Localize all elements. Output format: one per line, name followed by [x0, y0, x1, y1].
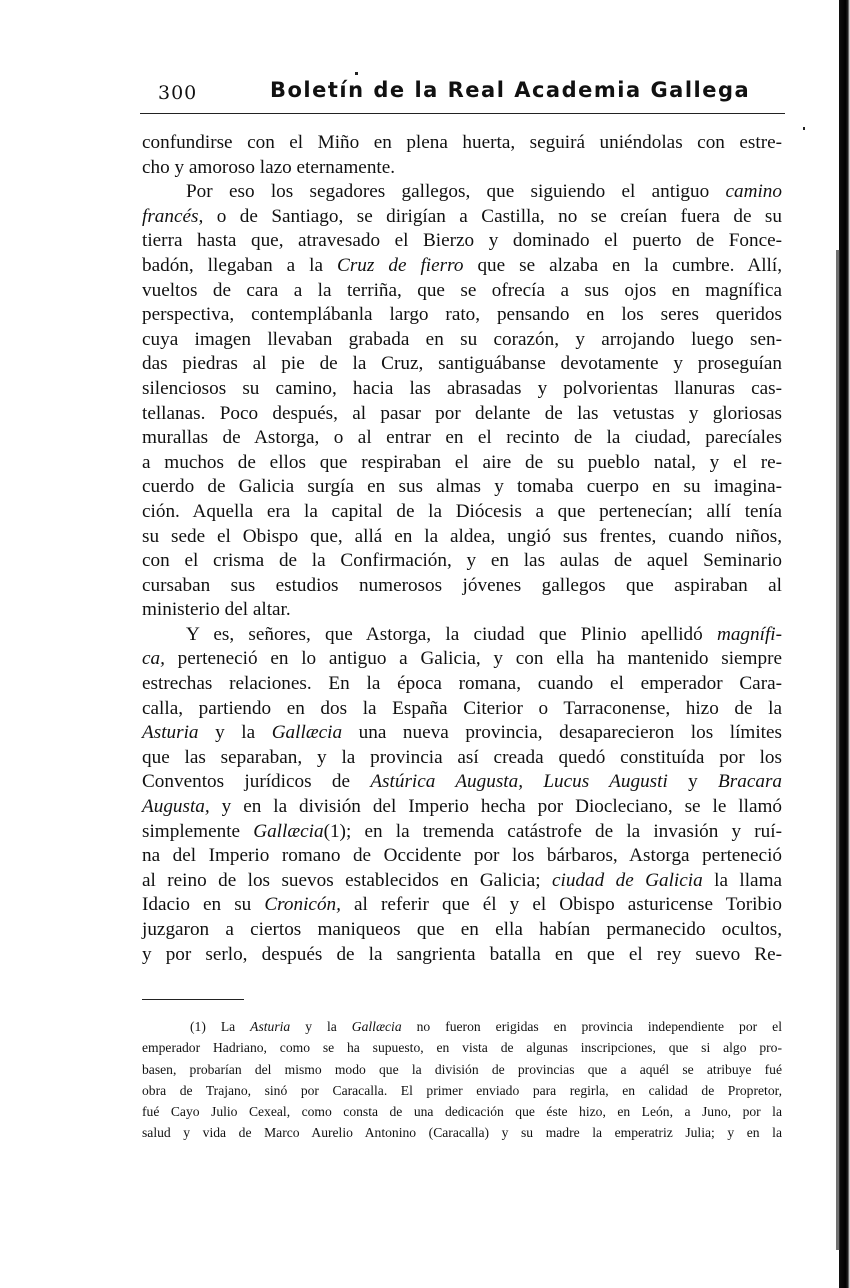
text-line [142, 844, 782, 869]
italic-text: Bracara [718, 771, 782, 793]
text-line [142, 623, 782, 648]
italic-text: ciudad de Galicia [551, 869, 703, 891]
text-segment: y por serlo, después de la sangrienta batalla en que el rey suevo Re- [142, 943, 782, 965]
text-line [142, 795, 782, 820]
text-line [142, 475, 782, 500]
italic-text: Astúrica Augusta, Lucus Augusti [370, 771, 668, 793]
text-segment: salud y vida de Marco Aurelio Antonino (Caracalla) y su madre la emperatriz Julia; y en la [142, 1125, 782, 1141]
text-line [142, 1059, 782, 1080]
italic-text: Gallæcia [271, 722, 343, 744]
page-edge-shadow [839, 0, 850, 1288]
running-head [140, 78, 780, 108]
italic-text: Gallæcia [253, 820, 324, 842]
text-segment: con el crisma de la Confirmación, y en las aulas de aquel Seminario [142, 550, 782, 572]
text-line [142, 672, 782, 697]
page-number: 300 [158, 82, 198, 104]
text-line [142, 943, 782, 968]
scan-speck [355, 72, 358, 75]
text-segment: ción. Aquella era la capital de la Diócesis a que pertenecían; allí tenía [142, 500, 782, 522]
italic-text: Asturia [142, 722, 199, 744]
italic-text: magnífi- [716, 623, 782, 645]
text-segment: confundirse con el Miño en plena huerta, seguirá uniéndolas con estre- [142, 132, 782, 153]
text-segment: Conventos jurídicos de [142, 771, 371, 793]
text-segment: simplemente [142, 820, 254, 842]
text-line [142, 180, 782, 205]
text-segment: basen, probarían del mismo modo que la división de provincias que a aquél se atribuye fué [142, 1061, 782, 1077]
text-segment: que se alzaba en la cumbre. Allí, [463, 254, 782, 276]
text-line [142, 426, 782, 451]
journal-title: Boletín de la Real Academia Gallega [270, 78, 751, 102]
text-line [142, 1122, 782, 1143]
text-segment: vueltos de cara a la terriña, que se ofrecía a sus ojos en magnífica [142, 279, 782, 301]
text-line [142, 697, 782, 722]
text-segment: al referir que él y el Obispo asturicense Toribio [340, 894, 782, 916]
italic-text: Gallæcia [351, 1019, 402, 1034]
italic-text: francés, [142, 205, 204, 227]
text-segment: emperador Hadriano, como se ha supuesto, en vista de algunas inscripciones, que si algo pro- [142, 1040, 782, 1056]
text-line [142, 746, 782, 771]
text-segment: cuerdo de Galicia surgía en sus almas y tomaba cuerpo en su imagina- [142, 476, 782, 498]
text-line [142, 205, 782, 230]
text-segment: y [667, 771, 719, 793]
text-segment: fué Cayo Julio Cexeal, como consta de una dedicación que éste hizo, en León, a Juno, por la [142, 1104, 782, 1120]
italic-text: Cronicón, [264, 894, 341, 916]
text-segment: tierra hasta que, atravesado el Bierzo y dominado el puerto de Fonce- [142, 230, 782, 252]
italic-text: Cruz de fierro [337, 254, 464, 276]
text-segment: das piedras al pie de la Cruz, santiguábanse devotamente y proseguían [142, 353, 782, 375]
italic-text: Asturia [250, 1019, 291, 1034]
text-line [142, 1037, 782, 1058]
header-rule [140, 113, 785, 114]
text-segment: una nueva provincia, desaparecieron los límites [342, 722, 782, 744]
text-segment: silenciosos su camino, hacia las abrasadas y polvorientas llanuras cas- [142, 377, 782, 399]
text-segment: cuya imagen llevaban grabada en su corazón, y arrojando luego sen- [142, 328, 782, 350]
footnote-rule [142, 999, 244, 1000]
text-line [142, 352, 782, 377]
text-segment: juzgaron a ciertos maniqueos que en ella habían permanecido ocultos, [142, 919, 782, 940]
text-segment: a muchos de ellos que respiraban el aire de su pueblo natal, y el re- [142, 451, 782, 473]
text-segment: Y es, señores, que Astorga, la ciudad que Plinio apellidó [186, 623, 717, 645]
text-line [142, 328, 782, 353]
text-line [142, 869, 782, 894]
text-segment: la llama [702, 869, 783, 891]
text-segment: (1); en la tremenda catástrofe de la invasión y ruí- [323, 820, 782, 842]
text-line [142, 647, 782, 672]
text-segment: y la [290, 1019, 352, 1034]
text-line [142, 229, 782, 254]
text-segment: estrechas relaciones. En la época romana, cuando el emperador Cara- [142, 673, 782, 695]
text-segment: tellanas. Poco después, al pasar por delante de las vetustas y gloriosas [142, 402, 782, 424]
text-segment: murallas de Astorga, o al entrar en el recinto de la ciudad, parecíales [142, 427, 782, 449]
text-line [142, 1080, 782, 1101]
text-line [142, 598, 782, 623]
text-line [142, 303, 782, 328]
text-line [142, 549, 782, 574]
scan-speck [803, 127, 805, 130]
text-segment: o de Santiago, se dirigían a Castilla, no se creían fuera de su [203, 205, 782, 227]
text-segment: obra de Trajano, sinó por Caracalla. El primer enviado para regirla, en calidad de Propretor, [142, 1082, 782, 1098]
text-segment: badón, llegaban a la [142, 254, 338, 276]
text-line [142, 1101, 782, 1122]
page-edge-inner-shadow [836, 250, 840, 1250]
text-segment: (1) La [190, 1019, 251, 1034]
text-segment: que las separaban, y la provincia así creada quedó constituída por los [142, 746, 782, 768]
text-line [142, 500, 782, 525]
text-segment: y en la división del Imperio hecha por Diocleciano, se le llamó [209, 796, 782, 818]
text-segment: cho y amoroso lazo eternamente. [142, 156, 396, 178]
text-line [142, 770, 782, 795]
text-line [142, 574, 782, 599]
text-line [142, 279, 782, 304]
text-line [142, 721, 782, 746]
text-segment: Idacio en su [142, 894, 265, 916]
text-line [142, 131, 782, 156]
text-segment: calla, partiendo en dos la España Citerior o Tarraconense, hizo de la [142, 697, 782, 719]
text-line [142, 893, 782, 918]
text-segment: ministerio del altar. [142, 599, 291, 621]
text-line [142, 820, 782, 845]
text-segment: cursaban sus estudios numerosos jóvenes gallegos que aspiraban al [142, 574, 782, 596]
text-segment: perteneció en lo antiguo a Galicia, y con ella ha mantenido siempre [164, 648, 782, 670]
text-line [142, 451, 782, 476]
italic-text: camino [725, 181, 782, 203]
text-segment: al reino de los suevos establecidos en Galicia; [142, 869, 552, 891]
italic-text: ca, [142, 648, 165, 670]
text-line [142, 156, 782, 181]
text-line [142, 918, 782, 943]
text-line [142, 377, 782, 402]
text-segment: y la [198, 722, 272, 744]
italic-text: Augusta, [142, 796, 210, 818]
footnote [142, 1016, 782, 1144]
text-segment: su sede el Obispo que, allá en la aldea, ungió sus frentes, cuando niños, [142, 525, 782, 547]
text-segment: no fueron erigidas en provincia independiente por el [401, 1019, 782, 1034]
text-segment: Por eso los segadores gallegos, que siguiendo el antiguo [186, 181, 726, 203]
text-line [142, 1016, 782, 1037]
text-line [142, 402, 782, 427]
text-segment: perspectiva, contemplábanla largo rato, pensando en los seres queridos [142, 304, 782, 326]
text-line [142, 254, 782, 279]
text-segment: na del Imperio romano de Occidente por los bárbaros, Astorga perteneció [142, 845, 782, 867]
body-text [142, 131, 782, 967]
text-line [142, 525, 782, 550]
